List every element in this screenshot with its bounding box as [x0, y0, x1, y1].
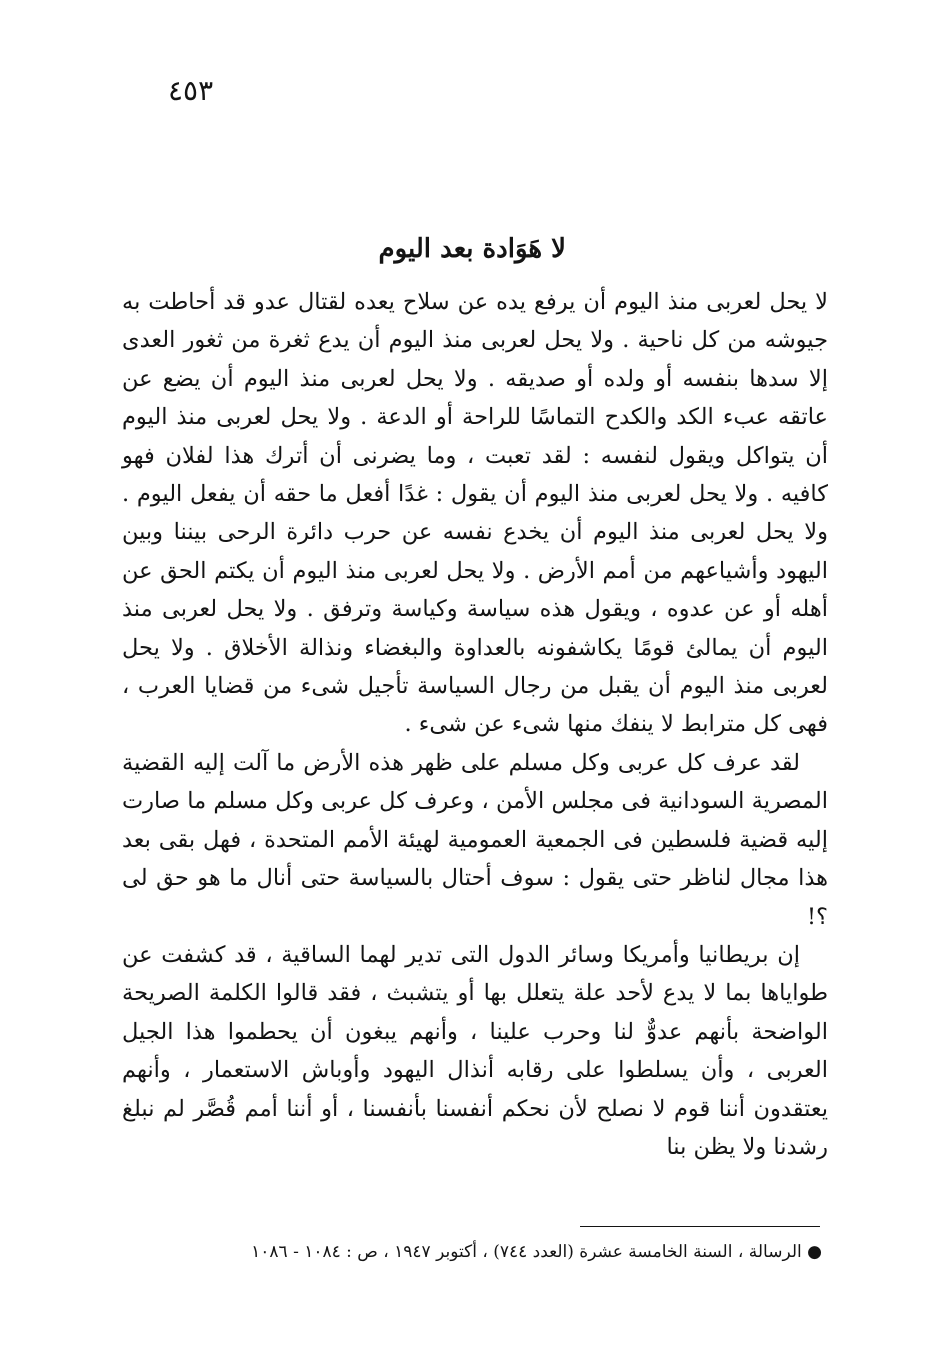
footnote: ● الرسالة ، السنة الخامسة عشرة (العدد ٧٤٤) ، أكتوبر ١٩٤٧ ، ص : ١٠٨٤ - ١٠٨٦ [251, 1242, 822, 1262]
page-number: ٤٥٣ [168, 74, 214, 107]
paragraph-3: إن بريطانيا وأمريكا وسائر الدول التى تدير لهما الساقية ، قد كشفت عن طواياها بما لا يدع لأحد علة يتعلل بها أو يتشبث ، فقد قالوا الكلمة الصريحة الواضحة بأنهم عدوٌّ لنا وحرب علينا ، وأنهم يبغون أن يحطموا هذا الجيل العربى ، وأن يسلطوا على رقابه أنذال اليهود وأوباش الاستعمار ، وأنهم يعتقدون أننا قوم لا نصلح لأن نحكم أنفسنا بأنفسنا ، أو أننا أمم قُصَّر لم نبلغ رشدنا ولا يظن بنا [122, 941, 828, 1160]
footnote-divider [580, 1226, 820, 1227]
article-body [122, 283, 828, 1166]
paragraph-2: لقد عرف كل عربى وكل مسلم على ظهر هذه الأرض ما آلت إليه القضية المصرية السودانية فى مجلس الأمن ، وعرف كل عربى وكل مسلم ما صارت إليه قضية فلسطين فى الجمعية العمومية لهيئة الأمم المتحدة ، فهل بقى بعد هذا مجال لناظر حتى يقول : سوف أحتال بالسياسة حتى أنال ما هو حق لى ؟! [122, 749, 828, 930]
article-title: لا هَوَادة بعد اليوم [378, 234, 566, 265]
paragraph-1: لا يحل لعربى منذ اليوم أن يرفع يده عن سلاح يعده لقتال عدو قد أحاطت به جيوشه من كل ناحية . ولا يحل لعربى منذ اليوم أن يدع ثغرة من ثغور العدى إلا سدها بنفسه أو ولده أو صديقه . ولا يحل لعربى منذ اليوم أن يضع عن عاتقه عبء الكد والكدح التماسًا للراحة أو الدعة . ولا يحل لعربى منذ اليوم أن يتواكل ويقول لنفسه : لقد تعبت ، وما يضرنى أن أترك هذا لفلان فهو كافيه . ولا يحل لعربى منذ اليوم أن يقول : غدًا أفعل ما حقه أن يفعل اليوم . ولا يحل لعربى منذ اليوم أن يخدع نفسه عن حرب دائرة الرحى بيننا وبين اليهود وأشياعهم من أمم الأرض . ولا يحل لعربى منذ اليوم أن يكتم الحق عن أهله أو عن عدوه ، ويقول هذه سياسة وكياسة وترفق . ولا يحل لعربى منذ اليوم أن يمالئ قومًا يكاشفونه بالعداوة والبغضاء ونذالة الأخلاق . ولا يحل لعربى منذ اليوم أن يقبل من رجال السياسة تأجيل شىء من قضايا العرب ، فهى كل مترابط لا ينفك منها شىء عن شىء . [122, 289, 828, 738]
